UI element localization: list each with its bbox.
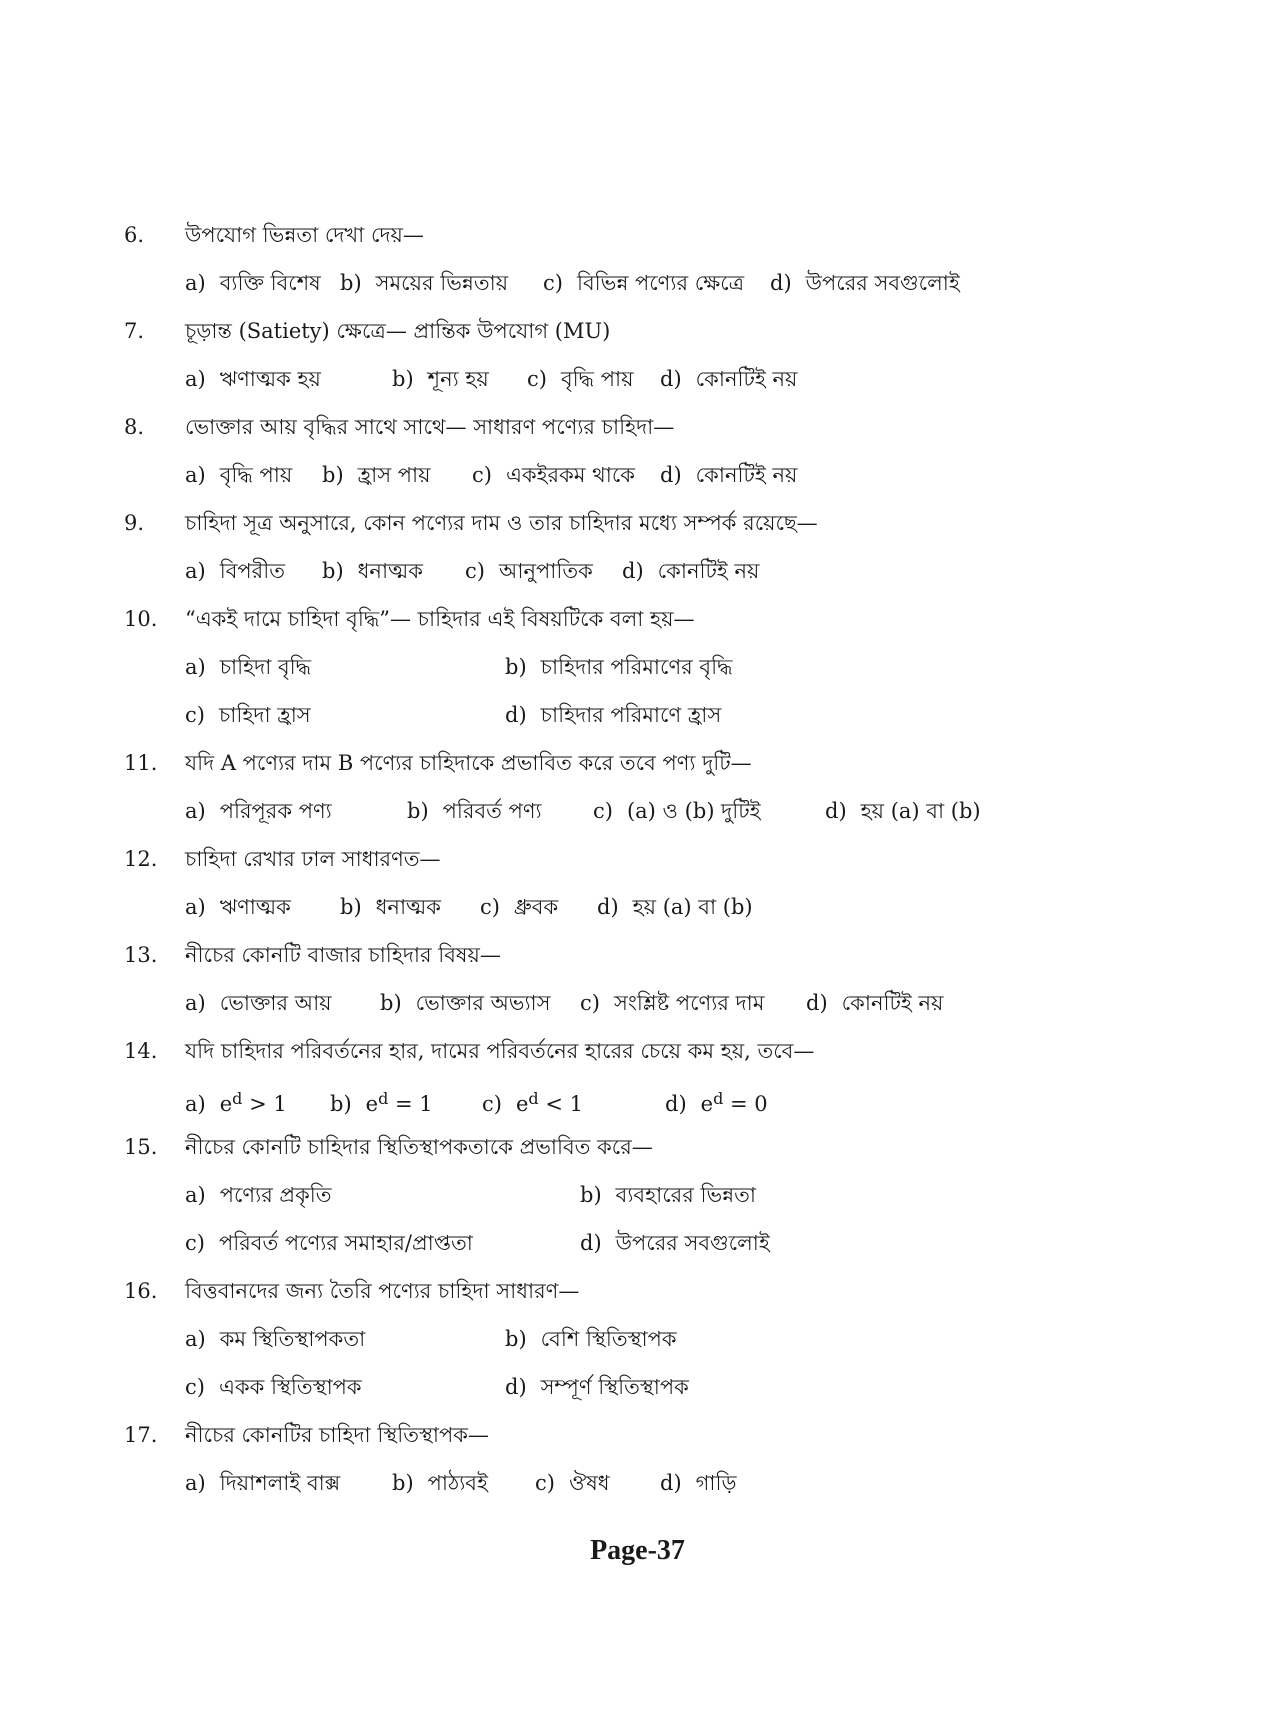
question-text: যদি চাহিদার পরিবর্তনের হার, দামের পরিবর্তনের হারের চেয়ে কম হয়, তবে—	[185, 1039, 815, 1063]
options-row	[0, 355, 1275, 403]
question-text: উপযোগ ভিন্নতা দেখা দেয়—	[185, 223, 424, 247]
option-d: d) হয় (a) বা (b)	[597, 895, 753, 919]
page-number: Page-37	[590, 1535, 685, 1566]
option-b: b) চাহিদার পরিমাণের বৃদ্ধি	[505, 655, 733, 679]
question-number: 9.	[124, 511, 145, 535]
question-14	[0, 1027, 1275, 1075]
question-number: 10.	[124, 607, 158, 631]
option-c: c) বৃদ্ধি পায়	[527, 367, 634, 391]
option-c: c) পরিবর্ত পণ্যের সমাহার/প্রাপ্ততা	[185, 1231, 473, 1255]
options-row	[0, 787, 1275, 835]
question-text: “একই দামে চাহিদা বৃদ্ধি”— চাহিদার এই বিষয়টিকে বলা হয়—	[185, 607, 695, 631]
options-row	[0, 1171, 1275, 1219]
option-c: c) একক স্থিতিস্থাপক	[185, 1375, 362, 1399]
question-text: বিত্তবানদের জন্য তৈরি পণ্যের চাহিদা সাধারণ—	[185, 1279, 580, 1303]
option-d: d) চাহিদার পরিমাণে হ্রাস	[505, 703, 722, 727]
option-a: a) ব্যক্তি বিশেষ	[185, 271, 321, 295]
option-b: b) ব্যবহারের ভিন্নতা	[580, 1183, 756, 1207]
options-row	[0, 1219, 1275, 1267]
option-b: b) ধনাত্মক	[340, 895, 441, 919]
options-row	[0, 1459, 1275, 1507]
options-row	[0, 691, 1275, 739]
question-number: 14.	[124, 1039, 158, 1063]
question-8	[0, 403, 1275, 451]
question-13	[0, 931, 1275, 979]
option-d: d) উপরের সবগুলোই	[770, 271, 960, 295]
option-c: c) একইরকম থাকে	[472, 463, 635, 487]
question-number: 17.	[124, 1423, 158, 1447]
question-number: 15.	[124, 1135, 158, 1159]
option-a: a) পরিপূরক পণ্য	[185, 799, 332, 823]
option-a: a) ঋণাত্মক	[185, 895, 291, 919]
question-text: যদি A পণ্যের দাম B পণ্যের চাহিদাকে প্রভাবিত করে তবে পণ্য দুটি—	[185, 751, 752, 775]
option-b: b) $e^d = 1$	[330, 1089, 433, 1116]
option-d: d) হয় (a) বা (b)	[825, 799, 981, 823]
question-16	[0, 1267, 1275, 1315]
options-row	[0, 547, 1275, 595]
option-a: a) বিপরীত	[185, 559, 285, 583]
question-number: 8.	[124, 415, 145, 439]
question-7	[0, 307, 1275, 355]
option-d: d) কোনটিই নয়	[622, 559, 760, 583]
option-b: b) সময়ের ভিন্নতায়	[340, 271, 509, 295]
options-row	[0, 979, 1275, 1027]
option-a: a) ভোক্তার আয়	[185, 991, 332, 1015]
question-text: নীচের কোনটি বাজার চাহিদার বিষয়—	[185, 943, 501, 967]
option-a: a) বৃদ্ধি পায়	[185, 463, 293, 487]
question-15	[0, 1123, 1275, 1171]
question-text: নীচের কোনটির চাহিদা স্থিতিস্থাপক—	[185, 1423, 489, 1447]
option-c: c) (a) ও (b) দুটিই	[593, 799, 761, 823]
option-d: d) উপরের সবগুলোই	[580, 1231, 770, 1255]
option-a: a) $e^d > 1$	[185, 1089, 287, 1116]
option-b: b) ভোক্তার অভ্যাস	[380, 991, 551, 1015]
question-number: 12.	[124, 847, 158, 871]
option-b: b) হ্রাস পায়	[322, 463, 431, 487]
option-a: a) চাহিদা বৃদ্ধি	[185, 655, 312, 679]
options-row	[0, 451, 1275, 499]
option-b: b) পাঠ্যবই	[392, 1471, 488, 1495]
option-d: d) কোনটিই নয়	[660, 367, 798, 391]
question-17	[0, 1411, 1275, 1459]
question-6	[0, 211, 1275, 259]
options-row	[0, 1315, 1275, 1363]
question-number: 16.	[124, 1279, 158, 1303]
question-text: ভোক্তার আয় বৃদ্ধির সাথে সাথে— সাধারণ পণ্যের চাহিদা—	[185, 415, 675, 439]
option-b: b) ধনাত্মক	[322, 559, 423, 583]
option-d: d) গাড়ি	[660, 1471, 737, 1495]
option-d: d) কোনটিই নয়	[806, 991, 944, 1015]
option-a: a) ঋণাত্মক হয়	[185, 367, 321, 391]
option-d: d) সম্পূর্ণ স্থিতিস্থাপক	[505, 1375, 689, 1399]
question-12	[0, 835, 1275, 883]
question-number: 7.	[124, 319, 145, 343]
option-d: d) $e^d = 0$	[665, 1089, 768, 1116]
option-c: c) ধ্রুবক	[480, 895, 559, 919]
question-number: 11.	[124, 751, 158, 775]
option-c: c) সংশ্লিষ্ট পণ্যের দাম	[580, 991, 765, 1015]
option-b: b) বেশি স্থিতিস্থাপক	[505, 1327, 677, 1351]
options-row	[0, 1363, 1275, 1411]
option-c: c) বিভিন্ন পণ্যের ক্ষেত্রে	[543, 271, 745, 295]
option-b: b) শূন্য হয়	[392, 367, 489, 391]
options-row	[0, 1075, 1275, 1123]
option-c: c) ঔষধ	[535, 1471, 610, 1495]
options-row	[0, 883, 1275, 931]
question-number: 13.	[124, 943, 158, 967]
question-number: 6.	[124, 223, 145, 247]
option-a: a) পণ্যের প্রকৃতি	[185, 1183, 332, 1207]
question-9	[0, 499, 1275, 547]
question-text: নীচের কোনটি চাহিদার স্থিতিস্থাপকতাকে প্রভাবিত করে—	[185, 1135, 653, 1159]
question-11	[0, 739, 1275, 787]
option-a: a) দিয়াশলাই বাক্স	[185, 1471, 341, 1495]
option-c: c) আনুপাতিক	[465, 559, 593, 583]
options-row	[0, 643, 1275, 691]
question-text: চাহিদা রেখার ঢাল সাধারণত—	[185, 847, 441, 871]
question-text: চূড়ান্ত (Satiety) ক্ষেত্রে— প্রান্তিক উপযোগ (MU)	[185, 319, 611, 343]
options-row	[0, 259, 1275, 307]
option-b: b) পরিবর্ত পণ্য	[407, 799, 542, 823]
option-c: c) $e^d < 1$	[482, 1089, 583, 1116]
option-a: a) কম স্থিতিস্থাপকতা	[185, 1327, 366, 1351]
option-c: c) চাহিদা হ্রাস	[185, 703, 311, 727]
question-10	[0, 595, 1275, 643]
question-text: চাহিদা সূত্র অনুসারে, কোন পণ্যের দাম ও তার চাহিদার মধ্যে সম্পর্ক রয়েছে—	[185, 511, 818, 535]
option-d: d) কোনটিই নয়	[660, 463, 798, 487]
